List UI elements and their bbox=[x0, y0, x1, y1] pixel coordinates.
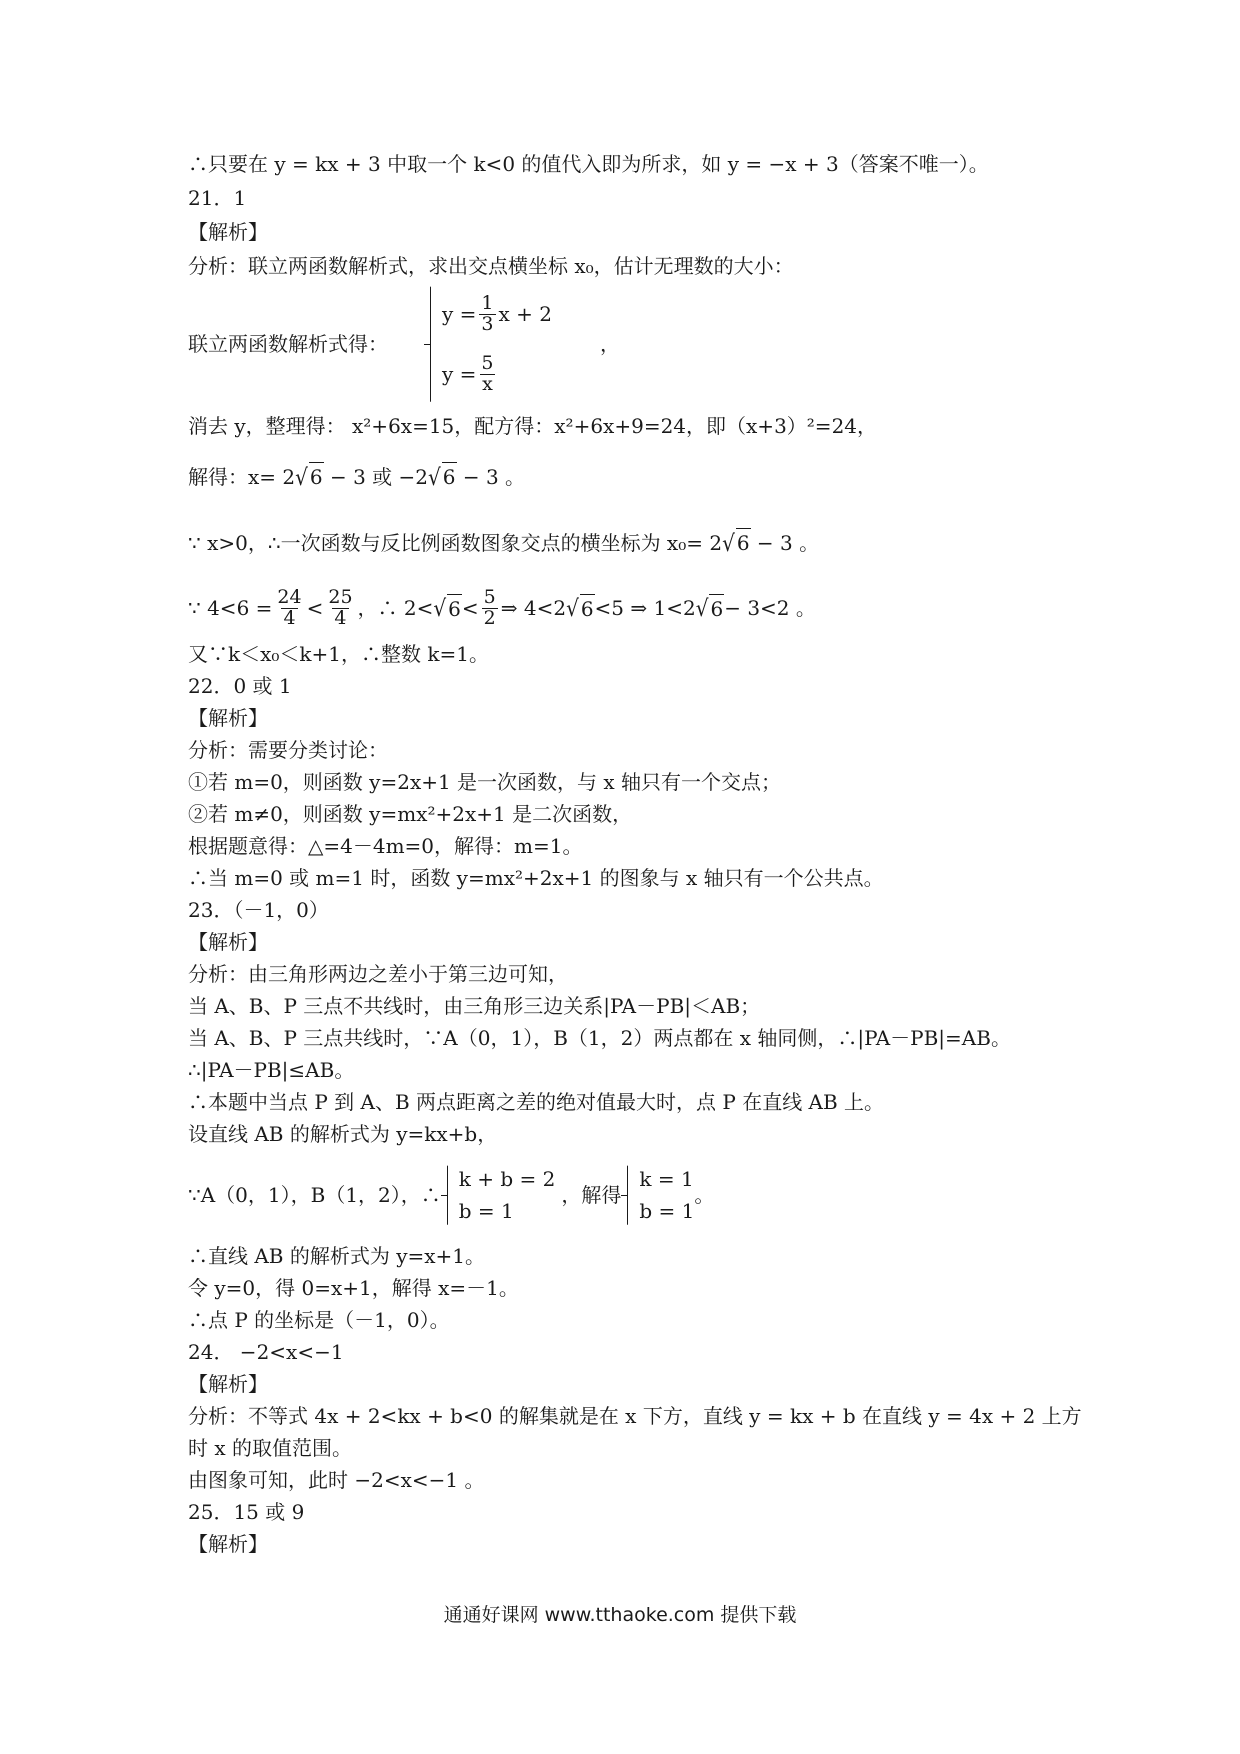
text-span: − 3 或 −2 bbox=[323, 465, 429, 489]
analysis-heading: 【解析】 bbox=[188, 930, 268, 954]
analysis-heading: 【解析】 bbox=[188, 1372, 268, 1396]
fraction bbox=[479, 351, 495, 395]
text-span: x + 2 bbox=[498, 302, 552, 326]
numerator: 1 bbox=[481, 291, 494, 314]
left-brace-icon bbox=[441, 1163, 453, 1227]
equation-row: b = 1 bbox=[458, 1199, 514, 1223]
text-span: 解得：x= 2 bbox=[188, 465, 296, 489]
equation-row: k + b = 2 bbox=[458, 1167, 556, 1191]
text-span: < bbox=[461, 596, 479, 620]
fraction bbox=[326, 585, 354, 629]
text-line: 由图象可知，此时 −2<x<−1 。 bbox=[188, 1468, 485, 1492]
answer-heading-21: 21．1 bbox=[188, 186, 247, 210]
text-line: 当 A、B、P 三点共线时，∵A（0，1），B（1，2）两点都在 x 轴同侧，∴|PA－PB|=AB。 bbox=[188, 1026, 1011, 1050]
text-line: 消去 y，整理得： x²+6x=15，配方得：x²+6x+9=24，即（x+3）²=24， bbox=[188, 414, 878, 438]
answer-heading-24: 24． −2<x<−1 bbox=[188, 1340, 344, 1364]
text-line: ∴点 P 的坐标是（－1，0）。 bbox=[188, 1308, 450, 1332]
text-span: ∵ 4<6 = bbox=[188, 596, 273, 620]
equation-row: b = 1 bbox=[639, 1199, 695, 1223]
equation-system-line bbox=[188, 284, 620, 404]
numerator: 5 bbox=[483, 585, 496, 608]
left-brace-icon bbox=[621, 1163, 633, 1227]
radicand: 6 bbox=[442, 462, 457, 491]
equation-system bbox=[621, 1163, 694, 1227]
radicand: 6 bbox=[447, 594, 462, 623]
analysis-heading: 【解析】 bbox=[188, 706, 268, 730]
sqrt-icon: √ bbox=[295, 463, 308, 491]
text-line: 分析：不等式 4x + 2<kx + b<0 的解集就是在 x 下方，直线 y = kx + b 在直线 y = 4x + 2 上方 bbox=[188, 1404, 1082, 1428]
denominator: 4 bbox=[283, 606, 296, 629]
sqrt-icon: √ bbox=[722, 529, 735, 557]
fraction bbox=[482, 585, 498, 629]
answer-heading-23: 23．（－1，0） bbox=[188, 898, 329, 922]
fraction bbox=[275, 585, 303, 629]
text-line: 分析：由三角形两边之差小于第三边可知， bbox=[188, 962, 568, 986]
text-line bbox=[188, 578, 816, 638]
numerator: 24 bbox=[277, 585, 302, 608]
text-span: <5 ⇒ 1<2 bbox=[594, 596, 696, 620]
text-span: y = bbox=[442, 362, 477, 386]
text-span: 。 bbox=[694, 1183, 715, 1207]
numerator: 5 bbox=[481, 351, 494, 374]
text-span: ，∴ 2< bbox=[357, 596, 434, 620]
denominator: 3 bbox=[481, 312, 494, 335]
text-span: − 3 。 bbox=[456, 465, 526, 489]
text-line: 又∵k＜x₀＜k+1，∴整数 k=1。 bbox=[188, 642, 489, 666]
text-line: ②若 m≠0，则函数 y=mx²+2x+1 是二次函数， bbox=[188, 802, 633, 826]
equation-system-line bbox=[188, 1160, 714, 1230]
text-line: 分析：需要分类讨论： bbox=[188, 738, 388, 762]
text-line: 令 y=0，得 0=x+1，解得 x=－1。 bbox=[188, 1276, 519, 1300]
text-line: ∴|PA－PB|≤AB。 bbox=[188, 1058, 355, 1082]
text-line: ∴只要在 y = kx + 3 中取一个 k<0 的值代入即为所求，如 y = −x + 3（答案不唯一）。 bbox=[188, 152, 989, 176]
text-span: 联立两函数解析式得： bbox=[188, 332, 388, 356]
radicand: 6 bbox=[709, 594, 724, 623]
text-span: < bbox=[306, 596, 324, 620]
text-line: ①若 m=0，则函数 y=2x+1 是一次函数，与 x 轴只有一个交点； bbox=[188, 770, 782, 794]
left-brace-icon bbox=[424, 284, 436, 404]
numerator: 25 bbox=[328, 585, 353, 608]
sqrt-icon: √ bbox=[428, 463, 441, 491]
equation-system bbox=[424, 284, 552, 404]
text-span: ∵A（0，1），B（1，2），∴ bbox=[188, 1183, 441, 1207]
answer-heading-22: 22．0 或 1 bbox=[188, 674, 292, 698]
radicand: 6 bbox=[736, 528, 751, 557]
denominator: 4 bbox=[334, 606, 347, 629]
fraction bbox=[479, 291, 495, 335]
denominator: 2 bbox=[483, 606, 496, 629]
text-span: ⇒ 4<2 bbox=[500, 596, 567, 620]
analysis-heading: 【解析】 bbox=[188, 1532, 268, 1556]
text-line: 时 x 的取值范围。 bbox=[188, 1436, 352, 1460]
denominator: x bbox=[482, 372, 493, 395]
text-line: 根据题意得：△=4－4m=0，解得：m=1。 bbox=[188, 834, 583, 858]
text-span: ∵ x>0，∴一次函数与反比例函数图象交点的横坐标为 x₀= 2 bbox=[188, 531, 723, 555]
text-span: ，解得 bbox=[561, 1183, 622, 1207]
text-line: ∴当 m=0 或 m=1 时，函数 y=mx²+2x+1 的图象与 x 轴只有一个公共点。 bbox=[188, 866, 884, 890]
page-footer: 通通好课网 www.tthaoke.com 提供下载 bbox=[443, 1604, 797, 1626]
sqrt-icon: √ bbox=[566, 594, 579, 622]
text-line: 设直线 AB 的解析式为 y=kx+b， bbox=[188, 1122, 498, 1146]
text-span: ， bbox=[600, 332, 620, 356]
text-line: 当 A、B、P 三点不共线时，由三角形三边关系|PA－PB|＜AB； bbox=[188, 994, 761, 1018]
equation-system bbox=[441, 1163, 556, 1227]
text-line bbox=[188, 462, 525, 491]
answer-heading-25: 25．15 或 9 bbox=[188, 1500, 305, 1524]
equation-row: k = 1 bbox=[639, 1167, 694, 1191]
sqrt-icon: √ bbox=[695, 594, 709, 622]
text-line bbox=[188, 528, 819, 557]
text-span: − 3 。 bbox=[750, 531, 820, 555]
sqrt-icon: √ bbox=[433, 594, 447, 622]
text-span: y = bbox=[442, 302, 477, 326]
text-line: ∴本题中当点 P 到 A、B 两点距离之差的绝对值最大时，点 P 在直线 AB 上。 bbox=[188, 1090, 885, 1114]
analysis-heading: 【解析】 bbox=[188, 220, 268, 244]
radicand: 6 bbox=[580, 594, 595, 623]
text-line: 分析：联立两函数解析式，求出交点横坐标 x₀，估计无理数的大小： bbox=[188, 254, 794, 278]
text-span: − 3<2 。 bbox=[724, 596, 816, 620]
radicand: 6 bbox=[309, 462, 324, 491]
text-line: ∴直线 AB 的解析式为 y=x+1。 bbox=[188, 1244, 486, 1268]
